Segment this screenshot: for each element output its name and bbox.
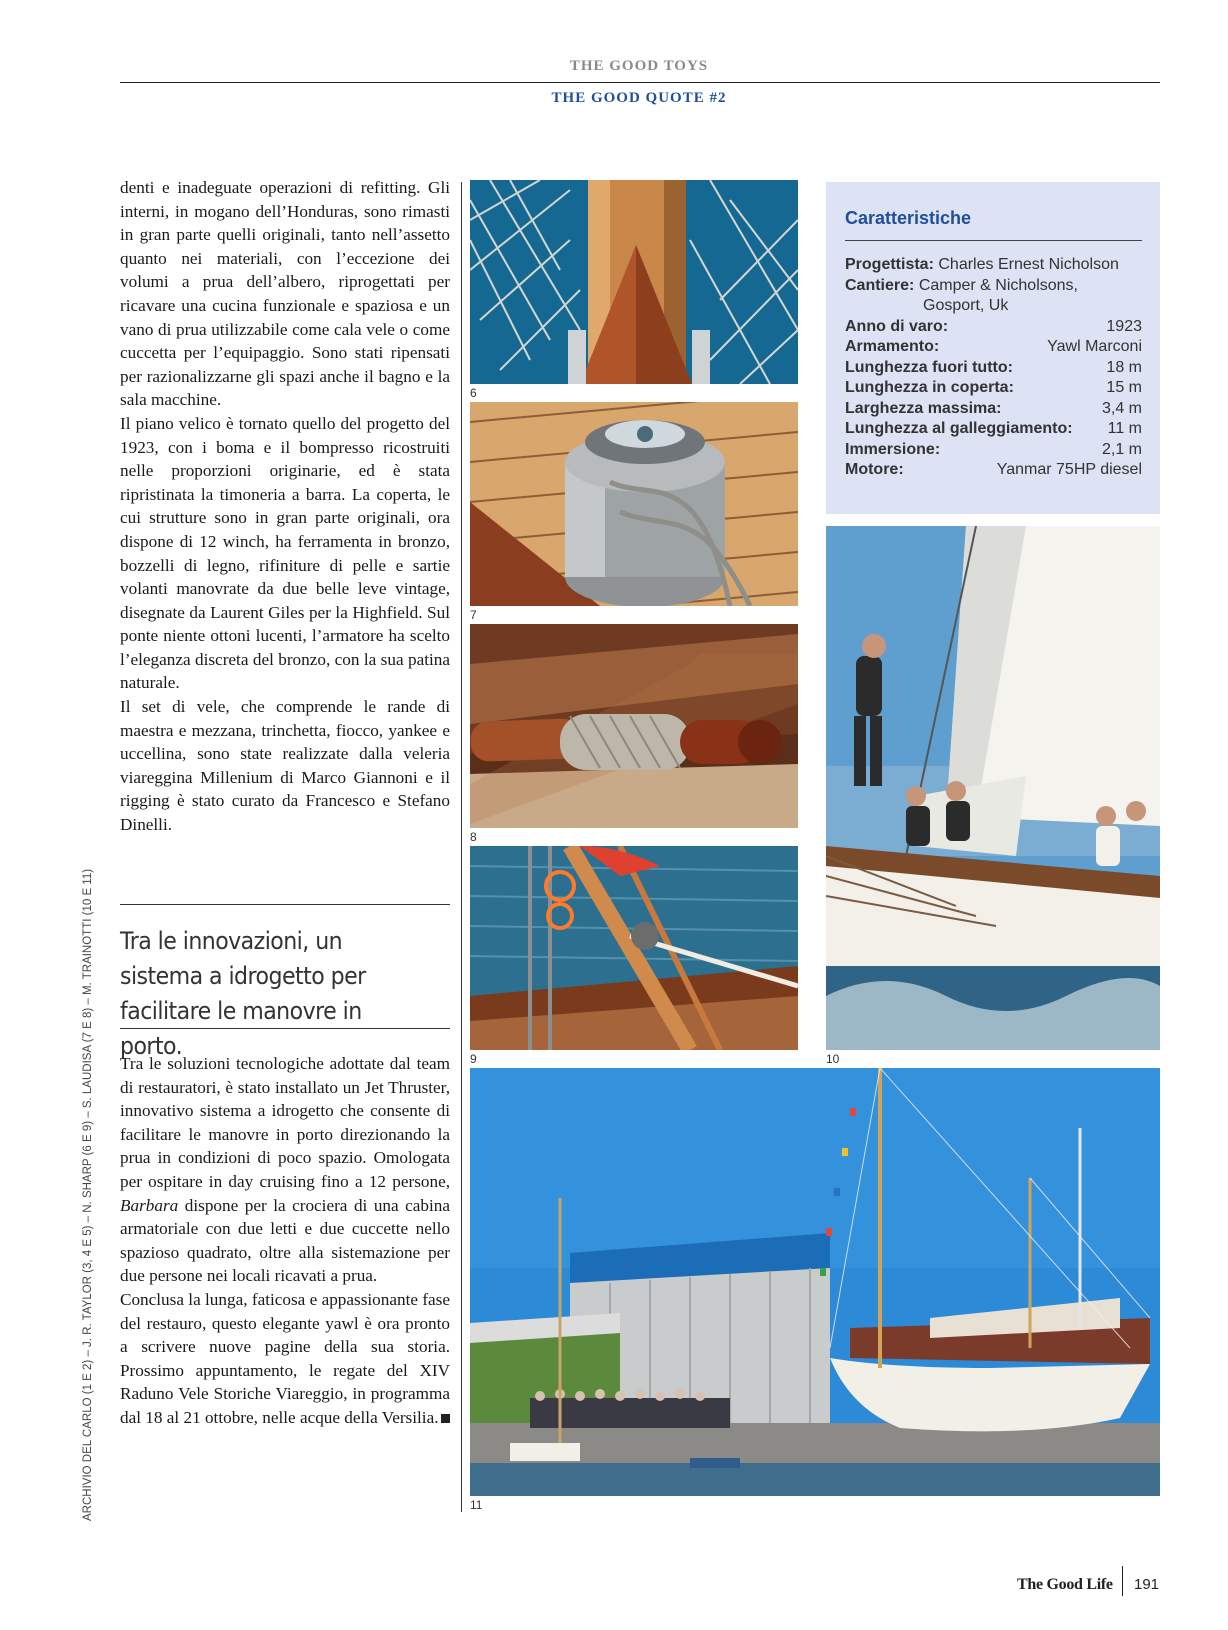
spec-row-cantiere [845,276,1142,297]
spec-label: Motore: [845,461,904,478]
text-run: Tra le soluzioni tecnologiche adottate dal team di restauratori, è stato installato un Jet Thruster, innovativo sistema a idrogetto che consente di facilitare le manovre in porto direzionando la prua in condizioni di poco spazio. Omologata per ospitare in day cruising fino a 12 persone, [120,1054,450,1191]
spec-row [845,317,1142,338]
photo-rigging [470,846,798,1050]
paragraph: denti e inadeguate operazioni di refitting. Gli interni, in mogano dell’Honduras, sono rimasti in gran parte quelli originali, tanto nell’assetto quanto nei materiali, con l’eccezione dei volumi a prua dell’albero, riprogettati per ricavare una cucina funzionale e spaziosa e un vano di prua utilizzabile come cala vele o come cuccetta per l’equipaggio. Sono stati ripensati per razionalizzarne gli spazi anche il bagno e la sala macchine. [120,178,450,410]
text-run: Conclusa la lunga, faticosa e appassionante fase del restauro, questo elegante yawl è ora pronto a scrivere nuove pagine della sua storia. Prossimo appuntamento, le regate del XIV Raduno Vele Storiche Viareggio, in programma dal 18 al 21 ottobre, nelle acque della Versilia. [120,1289,450,1427]
spec-value: 1923 [1106,317,1142,335]
spec-row-progettista [845,255,1142,276]
pullquote-bottom-rule [120,1028,450,1029]
header-rule [120,82,1160,83]
spec-value: 18 m [1106,358,1142,376]
section-title: THE GOOD TOYS [569,58,709,74]
spec-label: Progettista: [845,256,934,273]
text-run: dispone per la crociera di una cabina armatoriale con due letti e due cuccette nello spazioso quadrato, oltre alla sistemazione per due persone nei locali ricavati a prua. [120,1195,450,1286]
article-text-bottom [120,1052,450,1430]
page-number: 191 [1134,1576,1160,1593]
spec-title: Caratteristiche [845,208,972,228]
photo-number: 6 [470,386,477,400]
spec-value: 2,1 m [1101,440,1142,458]
paragraph [120,1052,450,1288]
article-text-top [120,176,450,837]
spec-row-cantiere-2 [923,296,1143,317]
spec-value: 11 m [1107,420,1142,437]
photo-shipyard [470,1068,1160,1496]
spec-value: Gosport, Uk [923,297,1009,314]
pullquote-top-rule [120,904,450,905]
photo-credit: ARCHIVIO DEL CARLO (1 E 2) – J. R. TAYLOR (3, 4 E 5) – N. SHARP (6 E 9) – S. LAUDISA (7 E 8) – M. TRAINOTTI (10 E 11) [82,868,94,1521]
photo-sailing [826,526,1160,1050]
pullquote: Tra le innovazioni, un sistema a idrogetto per facilitare le manovre in porto. [120,927,366,1060]
spec-value: Yawl Marconi [1047,338,1142,355]
photo-winch [470,402,798,606]
spec-label: Cantiere: [845,276,915,294]
spec-row [845,358,1142,379]
photo-number: 7 [470,608,477,622]
photo-number: 9 [470,1052,477,1066]
subsection-title: THE GOOD QUOTE #2 [551,90,727,106]
spec-label: Immersione: [845,440,941,458]
end-mark-icon [441,1414,450,1423]
spec-value: 15 m [1106,379,1142,396]
spec-label: Anno di varo: [845,317,949,335]
footer-brand: The Good Life [1017,1576,1113,1593]
spec-row [845,419,1142,440]
photo-number: 8 [470,830,477,844]
boat-name: Barbara [120,1195,179,1215]
spec-value: Camper & Nicholsons, [918,276,1078,294]
photo-tiller [470,624,798,828]
column-divider [461,182,462,1512]
spec-label: Larghezza massima: [845,399,1002,417]
spec-row [845,399,1142,420]
spec-label: Lunghezza al galleggiamento: [845,420,1073,437]
spec-value: 3,4 m [1101,399,1142,417]
photo-number: 11 [470,1498,483,1512]
spec-label: Lunghezza fuori tutto: [845,358,1013,376]
spec-row [845,460,1142,481]
paragraph: Il set di vele, che comprende le rande di maestra e mezzana, trinchetta, fiocco, yankee e uccellina, sono state realizzate dalla veleria viareggina Millenium di Marco Giannoni e il rigging è stato curato da Francesco e Stefano Dinelli. [120,697,450,835]
spec-label: Armamento: [845,338,940,355]
photo-number: 10 [826,1052,840,1066]
footer-rule [1122,1566,1123,1596]
spec-row [845,337,1142,358]
paragraph: Il piano velico è tornato quello del progetto del 1923, con i boma e il bompresso ricostruiti nelle proporzioni originarie, ed è stata ripristinata la timoneria a barra. La coperta, le cui strutture sono in gran parte originali, ora dispone di 12 winch, ha ferramenta in bronzo, bozzelli di legno, rifiniture di pelle e sartie volanti manovrate da due belle leve vintage, disegnate da Laurent Giles per la Highfield. Sul ponte niente ottoni lucenti, l’armatore ha scelto l’eleganza discreta del bronzo, con la sua patina naturale. [120,413,450,693]
spec-row [845,378,1142,399]
spec-row [845,440,1142,461]
spec-label: Lunghezza in coperta: [845,379,1014,396]
photo-mast [470,180,798,384]
spec-rule [845,240,1142,241]
paragraph [120,1288,450,1430]
spec-value: Yanmar 75HP diesel [996,461,1142,478]
spec-value: Charles Ernest Nicholson [938,256,1119,273]
